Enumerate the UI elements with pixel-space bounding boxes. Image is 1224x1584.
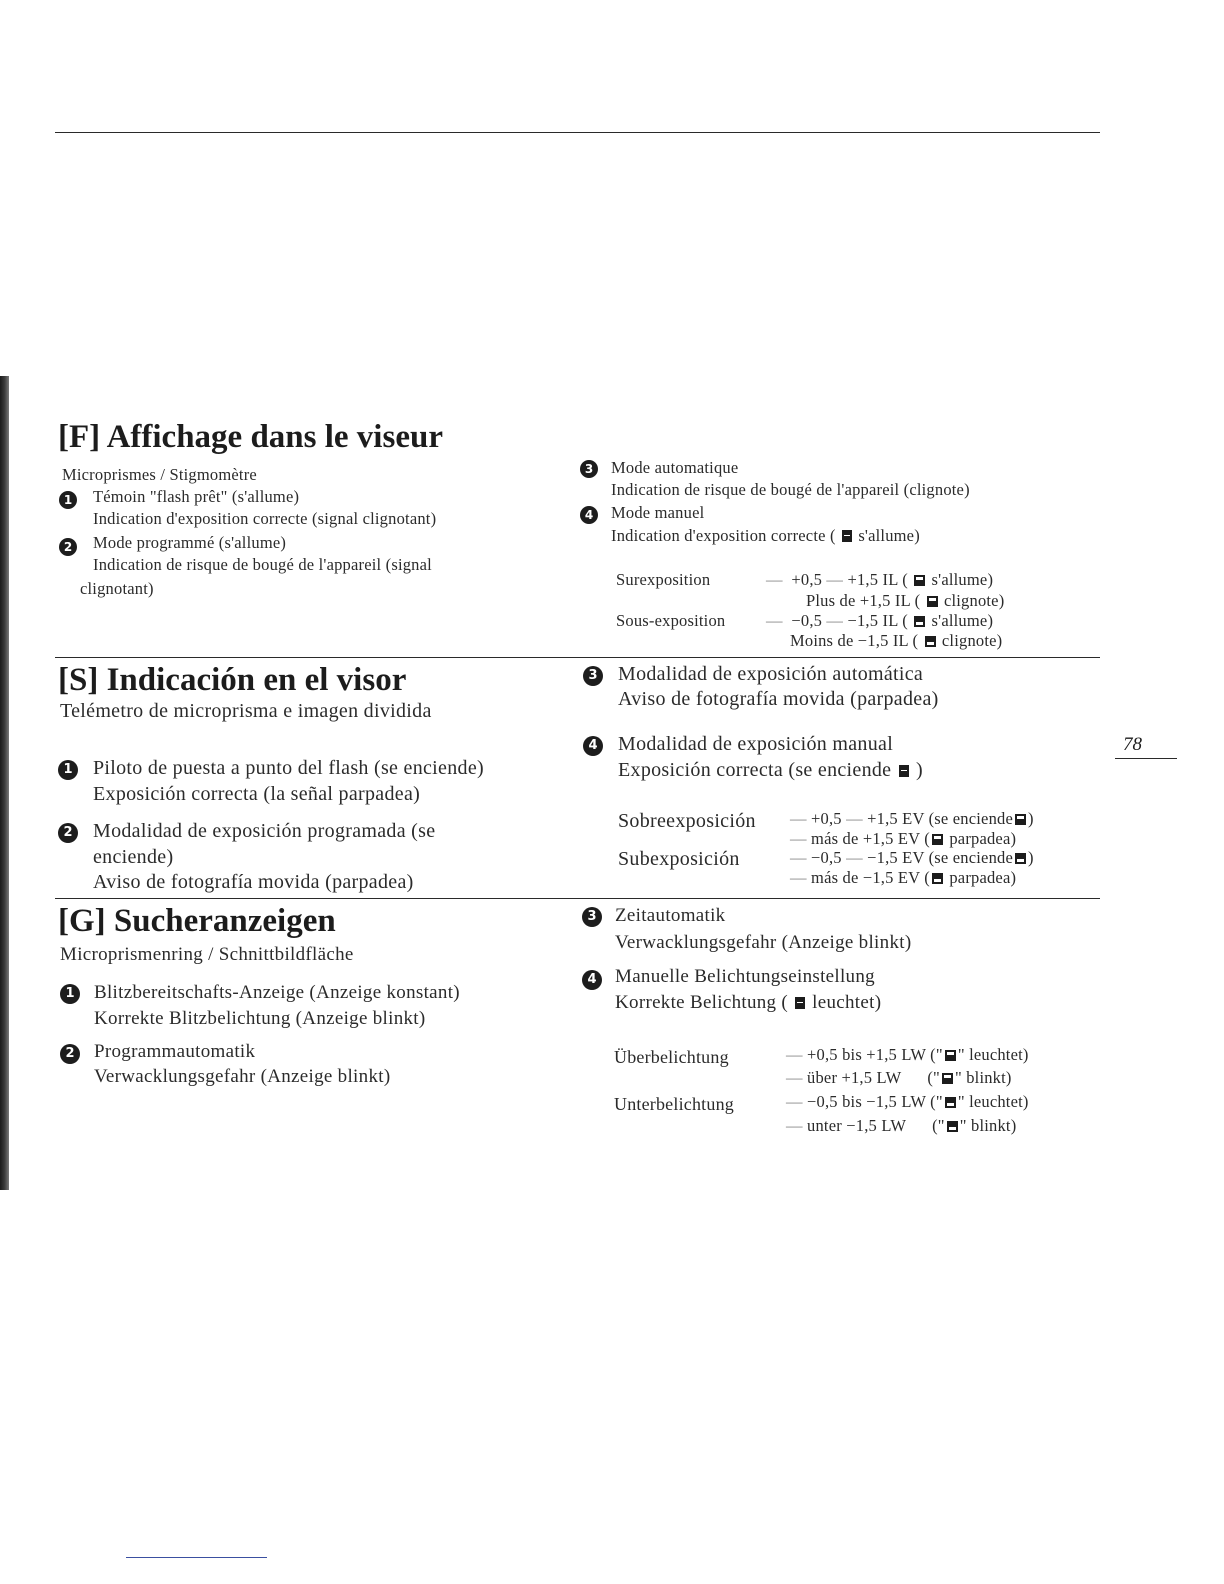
es-item2-line2: enciende) [93, 846, 174, 868]
number-4-icon: 4 [583, 736, 603, 756]
de-under-row1: — −0,5 bis −1,5 LW (" " leuchtet) [786, 1092, 1029, 1111]
number-3-icon: 3 [582, 907, 602, 927]
de-item2-line2: Verwacklungsgefahr (Anzeige blinkt) [94, 1066, 391, 1087]
es-item4-line2: Exposición correcta (se enciende ) [618, 759, 923, 781]
fr-item2-line2: Indication de risque de bougé de l'appareil (signal [93, 555, 432, 574]
es-item2-line3: Aviso de fotografía movida (parpadea) [93, 871, 414, 893]
es-over-row1: — +0,5 — +1,5 EV (se enciende ) [790, 809, 1034, 828]
number-1-icon: 1 [58, 760, 78, 780]
de-item3-line1: Zeitautomatik [615, 905, 726, 926]
overexposure-symbol-icon [914, 575, 925, 586]
number-1-icon: 1 [59, 491, 77, 509]
overexposure-symbol-icon [945, 1050, 956, 1061]
overexposure-symbol-icon [942, 1073, 953, 1084]
section-heading-fr: [F] Affichage dans le viseur [58, 419, 443, 455]
section-divider-top [55, 132, 1100, 133]
underexposure-symbol-icon [925, 636, 936, 647]
es-under-row1: — −0,5 — −1,5 EV (se enciende ) [790, 848, 1034, 867]
page-binding-edge [0, 376, 9, 1190]
number-4-icon: 4 [580, 506, 598, 524]
underexposure-symbol-icon [1015, 853, 1026, 864]
section-divider-de [55, 898, 1100, 899]
de-item4-line1: Manuelle Belichtungseinstellung [615, 966, 875, 987]
fr-item4-line2: Indication d'exposition correcte ( s'allume) [611, 526, 920, 545]
es-item1-line2: Exposición correcta (la señal parpadea) [93, 783, 421, 805]
fr-under-row1: — −0,5 — −1,5 IL ( s'allume) [766, 611, 994, 630]
fr-item3-line2: Indication de risque de bougé de l'appareil (clignote) [611, 480, 970, 499]
number-2-icon: 2 [59, 538, 77, 556]
number-1-icon: 1 [60, 984, 80, 1004]
footer-line [126, 1557, 267, 1558]
page-number: 78 [1123, 734, 1142, 755]
underexposure-symbol-icon [914, 616, 925, 627]
de-item3-line2: Verwacklungsgefahr (Anzeige blinkt) [615, 932, 912, 953]
overexposure-symbol-icon [1015, 814, 1026, 825]
number-3-icon: 3 [580, 460, 598, 478]
de-under-row2: — unter −1,5 LW (" " blinkt) [786, 1116, 1017, 1135]
exposure-correct-symbol-icon [842, 530, 852, 542]
number-4-icon: 4 [582, 970, 602, 990]
fr-under-label: Sous-exposition [616, 611, 726, 630]
fr-item2-line3: clignotant) [80, 579, 154, 598]
section-subtitle-es: Telémetro de microprisma e imagen dividida [60, 700, 432, 722]
es-item2-line1: Modalidad de exposición programada (se [93, 820, 436, 842]
section-subtitle-fr: Microprismes / Stigmomètre [62, 465, 257, 484]
es-item1-line1: Piloto de puesta a punto del flash (se enciende) [93, 757, 484, 779]
de-item2-line1: Programmautomatik [94, 1041, 256, 1062]
es-item3-line2: Aviso de fotografía movida (parpadea) [618, 688, 939, 710]
overexposure-symbol-icon [927, 596, 938, 607]
underexposure-symbol-icon [932, 873, 943, 884]
number-2-icon: 2 [60, 1044, 80, 1064]
de-over-label: Überbelichtung [614, 1047, 729, 1067]
page-number-underline [1115, 758, 1177, 759]
exposure-correct-symbol-icon [795, 997, 805, 1009]
number-2-icon: 2 [58, 823, 78, 843]
es-over-label: Sobreexposición [618, 810, 756, 832]
underexposure-symbol-icon [945, 1097, 956, 1108]
de-item4-line2: Korrekte Belichtung ( leuchtet) [615, 992, 882, 1013]
section-subtitle-de: Microprismenring / Schnittbildfläche [60, 944, 354, 965]
de-over-row1: — +0,5 bis +1,5 LW (" " leuchtet) [786, 1045, 1029, 1064]
underexposure-symbol-icon [947, 1121, 958, 1132]
de-under-label: Unterbelichtung [614, 1094, 734, 1114]
fr-item4-line1: Mode manuel [611, 503, 705, 522]
de-over-row2: — über +1,5 LW (" " blinkt) [786, 1068, 1012, 1087]
fr-under-row2: Moins de −1,5 IL ( clignote) [790, 631, 1003, 650]
section-heading-de: [G] Sucheranzeigen [58, 903, 336, 939]
fr-item3-line1: Mode automatique [611, 458, 739, 477]
es-item4-line1: Modalidad de exposición manual [618, 733, 894, 755]
exposure-correct-symbol-icon [899, 765, 909, 777]
section-heading-es: [S] Indicación en el visor [58, 662, 407, 698]
fr-over-label: Surexposition [616, 570, 711, 589]
es-under-row2: — más de −1,5 EV ( parpadea) [790, 868, 1017, 887]
es-item3-line1: Modalidad de exposición automática [618, 663, 924, 685]
es-over-row2: — más de +1,5 EV ( parpadea) [790, 829, 1017, 848]
overexposure-symbol-icon [932, 834, 943, 845]
fr-over-row2: Plus de +1,5 IL ( clignote) [806, 591, 1005, 610]
number-3-icon: 3 [583, 666, 603, 686]
fr-item1-line2: Indication d'exposition correcte (signal clignotant) [93, 509, 437, 528]
section-divider-es [55, 657, 1100, 658]
es-under-label: Subexposición [618, 848, 740, 870]
fr-over-row1: — +0,5 — +1,5 IL ( s'allume) [766, 570, 994, 589]
de-item1-line1: Blitzbereitschafts-Anzeige (Anzeige konstant) [94, 982, 460, 1003]
fr-item2-line1: Mode programmé (s'allume) [93, 533, 287, 552]
de-item1-line2: Korrekte Blitzbelichtung (Anzeige blinkt) [94, 1008, 426, 1029]
fr-item1-line1: Témoin "flash prêt" (s'allume) [93, 487, 300, 506]
